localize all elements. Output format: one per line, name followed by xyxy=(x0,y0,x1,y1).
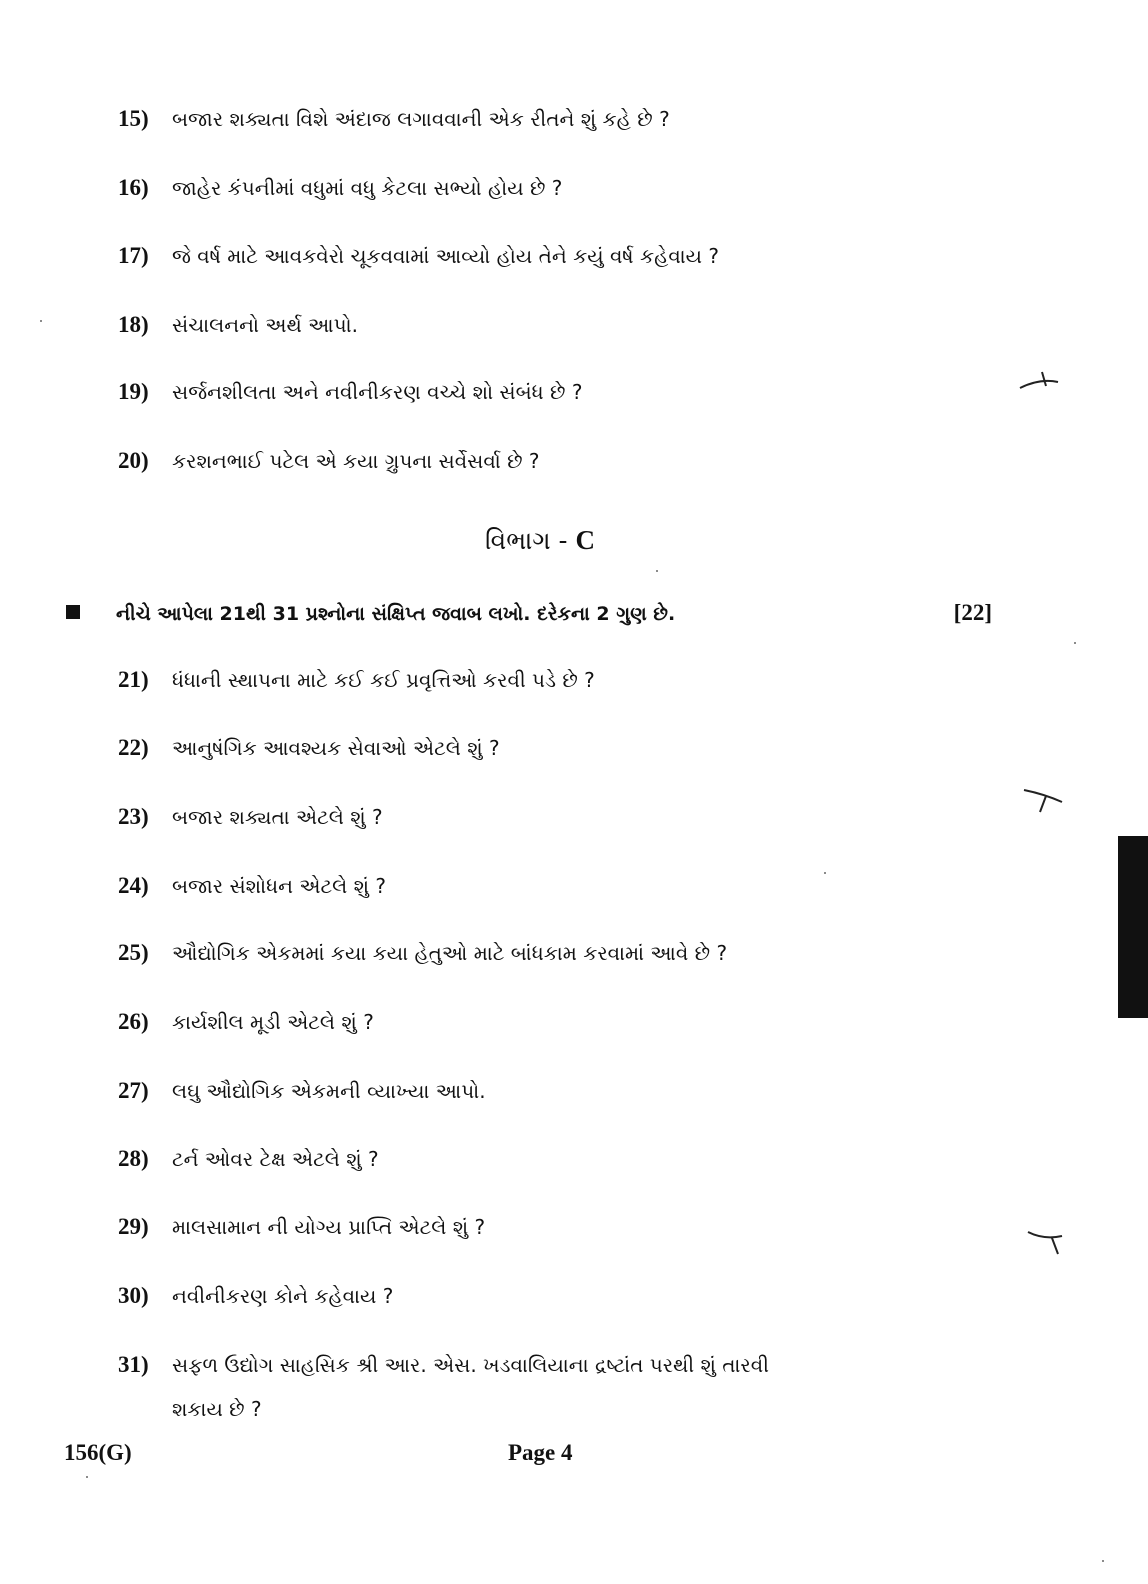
question-17 xyxy=(118,241,719,272)
scan-speck xyxy=(656,570,658,572)
question-22 xyxy=(118,733,500,764)
question-number: 24) xyxy=(118,873,149,898)
question-18 xyxy=(118,310,358,341)
question-text: નવીનીકરણ કોને કહેવાય ? xyxy=(172,1284,394,1308)
question-30 xyxy=(118,1281,393,1312)
question-20 xyxy=(118,446,540,477)
question-27 xyxy=(118,1076,486,1107)
scan-speck xyxy=(86,1476,88,1478)
scan-mark xyxy=(1010,360,1070,400)
section-marks: [22] xyxy=(953,600,992,625)
section-heading xyxy=(0,525,1080,556)
question-text: ટર્ન ઓવર ટેક્ષ એટલે શું ? xyxy=(172,1147,379,1171)
section-instruction xyxy=(66,598,996,629)
question-text: ધંધાની સ્થાપના માટે કઈ કઈ પ્રવૃત્તિઓ કરવી પડે છે ? xyxy=(172,668,595,692)
question-29 xyxy=(118,1212,485,1243)
scan-speck xyxy=(1102,1560,1104,1562)
question-number: 27) xyxy=(118,1078,149,1103)
question-number: 19) xyxy=(118,379,149,404)
question-number: 29) xyxy=(118,1214,149,1239)
question-21 xyxy=(118,665,595,696)
square-bullet-icon xyxy=(66,605,80,619)
question-19 xyxy=(118,377,582,408)
question-number: 18) xyxy=(118,312,149,337)
question-31-continuation: શકાય છે ? xyxy=(172,1397,262,1421)
question-text: કાર્યશીલ મૂડી એટલે શું ? xyxy=(172,1010,374,1034)
scan-speck xyxy=(824,872,826,874)
question-text: લઘુ ઔદ્યોગિક એકમની વ્યાખ્યા આપો. xyxy=(172,1079,486,1103)
question-number: 25) xyxy=(118,940,149,965)
scan-speck xyxy=(1074,642,1076,644)
question-number: 15) xyxy=(118,106,149,131)
question-26 xyxy=(118,1007,374,1038)
section-title-prefix: વિભાગ - xyxy=(484,526,576,555)
question-text: બજાર સંશોધન એટલે શું ? xyxy=(172,874,386,898)
question-number: 23) xyxy=(118,804,149,829)
section-title-letter: C xyxy=(575,525,595,555)
question-text: સર્જનશીલતા અને નવીનીકરણ વચ્ચે શો સંબંધ છે ? xyxy=(172,380,583,404)
question-25 xyxy=(118,938,727,969)
scan-edge-bar xyxy=(1118,836,1148,1018)
question-number: 20) xyxy=(118,448,149,473)
question-text: બજાર શક્યતા વિશે અંદાજ લગાવવાની એક રીતને શું કહે છે ? xyxy=(172,107,670,131)
question-text: જે વર્ષ માટે આવકવેરો ચૂકવવામાં આવ્યો હોય તેને કયું વર્ષ કહેવાય ? xyxy=(172,244,720,268)
question-number: 16) xyxy=(118,175,149,200)
paper-code: 156(G) xyxy=(64,1440,132,1465)
question-text: જાહેર કંપનીમાં વધુમાં વધુ કેટલા સભ્યો હોય છે ? xyxy=(172,176,563,200)
scan-mark xyxy=(1018,782,1068,822)
question-text: માલસામાન ની યોગ્ય પ્રાપ્તિ એટલે શું ? xyxy=(172,1215,486,1239)
question-text: આનુષંગિક આવશ્યક સેવાઓ એટલે શું ? xyxy=(172,736,500,760)
question-number: 22) xyxy=(118,735,149,760)
question-15 xyxy=(118,104,670,135)
question-23 xyxy=(118,802,383,833)
question-number: 30) xyxy=(118,1283,149,1308)
question-number: 17) xyxy=(118,243,149,268)
question-text: સફળ ઉદ્યોગ સાહસિક શ્રી આર. એસ. ખડવાલિયાના દ્રષ્ટાંત પરથી શું તારવી xyxy=(172,1353,769,1377)
question-number: 21) xyxy=(118,667,149,692)
question-28 xyxy=(118,1144,379,1175)
question-31 xyxy=(118,1350,769,1381)
question-number: 28) xyxy=(118,1146,149,1171)
scan-speck xyxy=(40,320,42,322)
question-number: 31) xyxy=(118,1352,149,1377)
question-text: બજાર શક્યતા એટલે શું ? xyxy=(172,805,383,829)
page-number: Page 4 xyxy=(508,1440,573,1465)
instruction-text: નીચે આપેલા 21થી 31 પ્રશ્નોના સંક્ષિપ્ત જવાબ લખો. દરેકના 2 ગુણ છે. xyxy=(116,603,676,625)
question-text: સંચાલનનો અર્થ આપો. xyxy=(172,313,358,337)
question-24 xyxy=(118,871,386,902)
question-number: 26) xyxy=(118,1009,149,1034)
scan-mark xyxy=(1022,1216,1072,1261)
question-text: કરશનભાઈ પટેલ એ કયા ગ્રુપના સર્વેસર્વા છે ? xyxy=(172,449,540,473)
question-16 xyxy=(118,173,562,204)
question-text: ઔદ્યોગિક એકમમાં કયા કયા હેતુઓ માટે બાંધકામ કરવામાં આવે છે ? xyxy=(172,941,728,965)
